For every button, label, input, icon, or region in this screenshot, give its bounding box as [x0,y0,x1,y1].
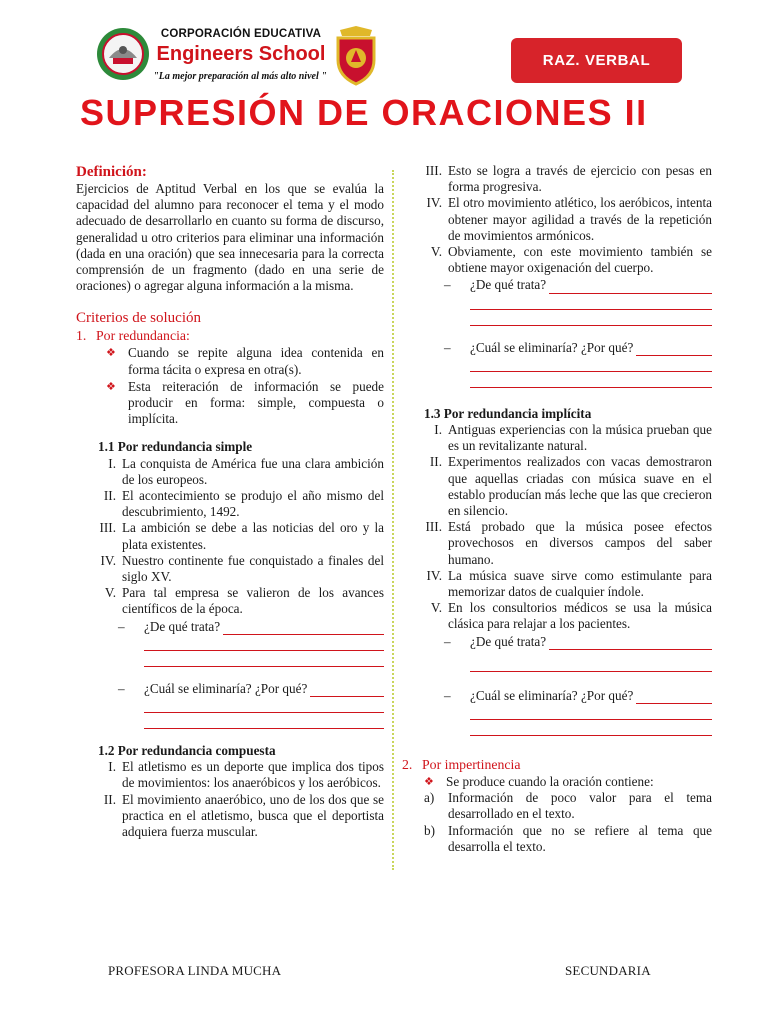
item-text: Obviamente, con este movimiento también se obtiene mayor oxigenación del cuerpo. [448,244,712,276]
item-numeral: I. [108,455,116,471]
school-name: Engineers School [156,43,326,65]
item-numeral: V. [430,600,442,616]
bullet-text: Esta reiteración de información se puede producir en forma: simple, compuesta o implícita. [128,378,384,427]
list-item [76,553,384,585]
list-item [76,456,384,488]
list-item [76,520,384,552]
answer-line[interactable] [223,622,384,635]
item-text: Está probado que la música posee efectos provechosos en diversos campos del saber humano. [448,519,712,567]
list-item [402,790,712,822]
item-numeral: I. [108,759,116,775]
answer-line[interactable] [144,697,384,713]
list-item [402,519,712,568]
diamond-bullet-icon: ❖ [424,776,434,789]
item-text: Nuestro continente fue conquistado a finales del siglo XV. [122,552,384,585]
dash: – [444,339,451,355]
answer-line[interactable] [310,684,384,697]
question-label: ¿Cuál se eliminaría? ¿Por qué? [144,680,308,696]
criterion-2-label: Por impertinencia [422,757,521,773]
answer-line[interactable] [549,637,712,650]
item-text: La música suave sirve como estimulante para memorizar datos de cualquier índole. [448,567,712,600]
item-text: El otro movimiento atlético, los aeróbicos, intenta obtener mayor agilidad a través de la repetición de movimientos armónicos. [448,195,712,243]
item-text: Antiguas experiencias con la música prueban que es un revitalizante natural. [448,422,712,454]
list-item [76,488,384,520]
list-item [402,600,712,632]
item-numeral: II. [103,488,116,504]
item-numeral: IV. [426,567,442,583]
item-numeral: V. [104,585,116,601]
school-motto: "La mejor preparación al más alto nivel " [153,71,327,82]
item-text: El acontecimiento se produjo el año mismo del descubrimiento, 1492. [122,488,384,520]
item-numeral: V. [430,244,442,260]
list-item [402,163,712,195]
footer-level: SECUNDARIA [565,963,651,978]
answer-line[interactable] [470,656,712,672]
answer-line[interactable] [470,720,712,736]
item-text: El movimiento anaeróbico, uno de los dos que se practica en el atletismo, busca que el deportista adquiera fuerza muscular. [122,791,384,840]
question-eliminate [402,688,712,704]
footer-teacher: PROFESORA LINDA MUCHA [108,963,282,978]
question-topic [402,277,712,293]
definition-text: Ejercicios de Aptitud Verbal en los que se evalúa la capacidad del alumno para reconocer el tema y el modo adecuado de desarrollarlo en cuanto su forma de discurso, generalidad u otro criterios para eliminar una información (dada en una oración) que sea innecesaria para la correcta comprensión de un fragmento (dado en una serie de oraciones) o agregar alguna información a la misma. [76,181,384,294]
answer-line[interactable] [144,651,384,667]
list-item [402,823,712,855]
question-label: ¿De qué trata? [144,618,221,634]
list-item [76,585,384,617]
question-label: ¿Cuál se eliminaría? ¿Por qué? [470,687,634,703]
answer-line[interactable] [636,343,712,356]
item-text: Información de poco valor para el tema desarrollado en el texto. [448,790,712,822]
list-item [402,568,712,600]
answer-line[interactable] [144,635,384,651]
item-numeral: IV. [426,195,442,211]
answer-line[interactable] [470,704,712,720]
list-item [402,422,712,454]
left-column [76,163,384,840]
question-label: ¿De qué trata? [470,277,547,293]
list-item [402,774,712,790]
definition-heading: Definición: [76,164,147,180]
item-numeral: III. [99,520,116,536]
answer-line[interactable] [470,372,712,388]
dash: – [444,633,451,649]
criterion-1-label: Por redundancia: [96,328,190,344]
criterion-1-number: 1. [76,328,87,344]
question-label: ¿Cuál se eliminaría? ¿Por qué? [470,339,634,355]
list-item [402,244,712,276]
list-item [76,379,384,428]
item-numeral: IV. [100,552,116,568]
question-topic [402,634,712,650]
question-eliminate [402,340,712,356]
list-item [76,759,384,791]
diamond-bullet-icon: ❖ [106,347,116,360]
item-text: El atletismo es un deporte que implica dos tipos de movimientos: los anaeróbicos y los aeróbicos. [122,759,384,791]
criteria-heading: Criterios de solución [76,310,201,327]
course-badge: RAZ. VERBAL [511,38,682,83]
column-divider [392,170,394,870]
answer-line[interactable] [549,281,712,294]
question-eliminate [76,681,384,697]
right-column [402,163,712,855]
list-item [402,195,712,244]
question-label: ¿De qué trata? [470,633,547,649]
section-1-2-heading: 1.2 Por redundancia compuesta [98,743,276,759]
answer-line[interactable] [636,691,712,704]
page-header [0,0,768,150]
criterion-1 [76,327,384,344]
item-text: Para tal empresa se valieron de los avances científicos de la época. [122,585,384,617]
bullet-text: Se produce cuando la oración contiene: [446,774,654,790]
item-text: La ambición se debe a las noticias del oro y la plata existentes. [122,520,384,552]
dash: – [444,277,451,293]
criterion-2-number: 2. [402,757,413,773]
item-text: La conquista de América fue una clara ambición de los europeos. [122,455,384,487]
answer-line[interactable] [470,356,712,372]
bullet-text: Cuando se repite alguna idea contenida en forma tácita o expresa en otra(s). [128,345,384,377]
section-1-1-heading: 1.1 Por redundancia simple [98,439,253,455]
section-1-3-heading: 1.3 Por redundancia implícita [424,405,592,421]
list-item [402,454,712,519]
answer-line[interactable] [470,294,712,310]
list-item [76,792,384,841]
list-item [76,345,384,377]
dash: – [118,618,125,634]
item-text: Experimentos realizados con vacas demostraron que aquellas criadas con música suave en el establo producían más leche que las que crecieron en silencio. [448,454,713,519]
criterion-2 [402,756,712,773]
item-text: Información que no se refiere al tema que desarrolla el texto. [448,822,712,854]
item-letter: b) [424,822,435,838]
corporation-label: CORPORACIÓN EDUCATIVA [160,28,322,40]
page-title: SUPRESIÓN DE ORACIONES II [80,92,648,133]
item-text: En los consultorios médicos se usa la música clásica para relajar a los pacientes. [448,600,712,632]
item-numeral: III. [425,519,442,535]
question-topic [76,619,384,635]
item-numeral: I. [434,422,442,438]
item-numeral: III. [425,163,442,178]
answer-line[interactable] [470,310,712,326]
answer-line[interactable] [144,713,384,729]
item-numeral: II. [429,454,442,470]
diamond-bullet-icon: ❖ [106,380,116,393]
shield-logo-icon [330,24,382,86]
dash: – [118,680,125,696]
item-text: Esto se logra a través de ejercicio con pesas en forma progresiva. [448,163,712,195]
item-numeral: II. [103,791,116,807]
dash: – [444,687,451,703]
item-letter: a) [424,790,435,806]
